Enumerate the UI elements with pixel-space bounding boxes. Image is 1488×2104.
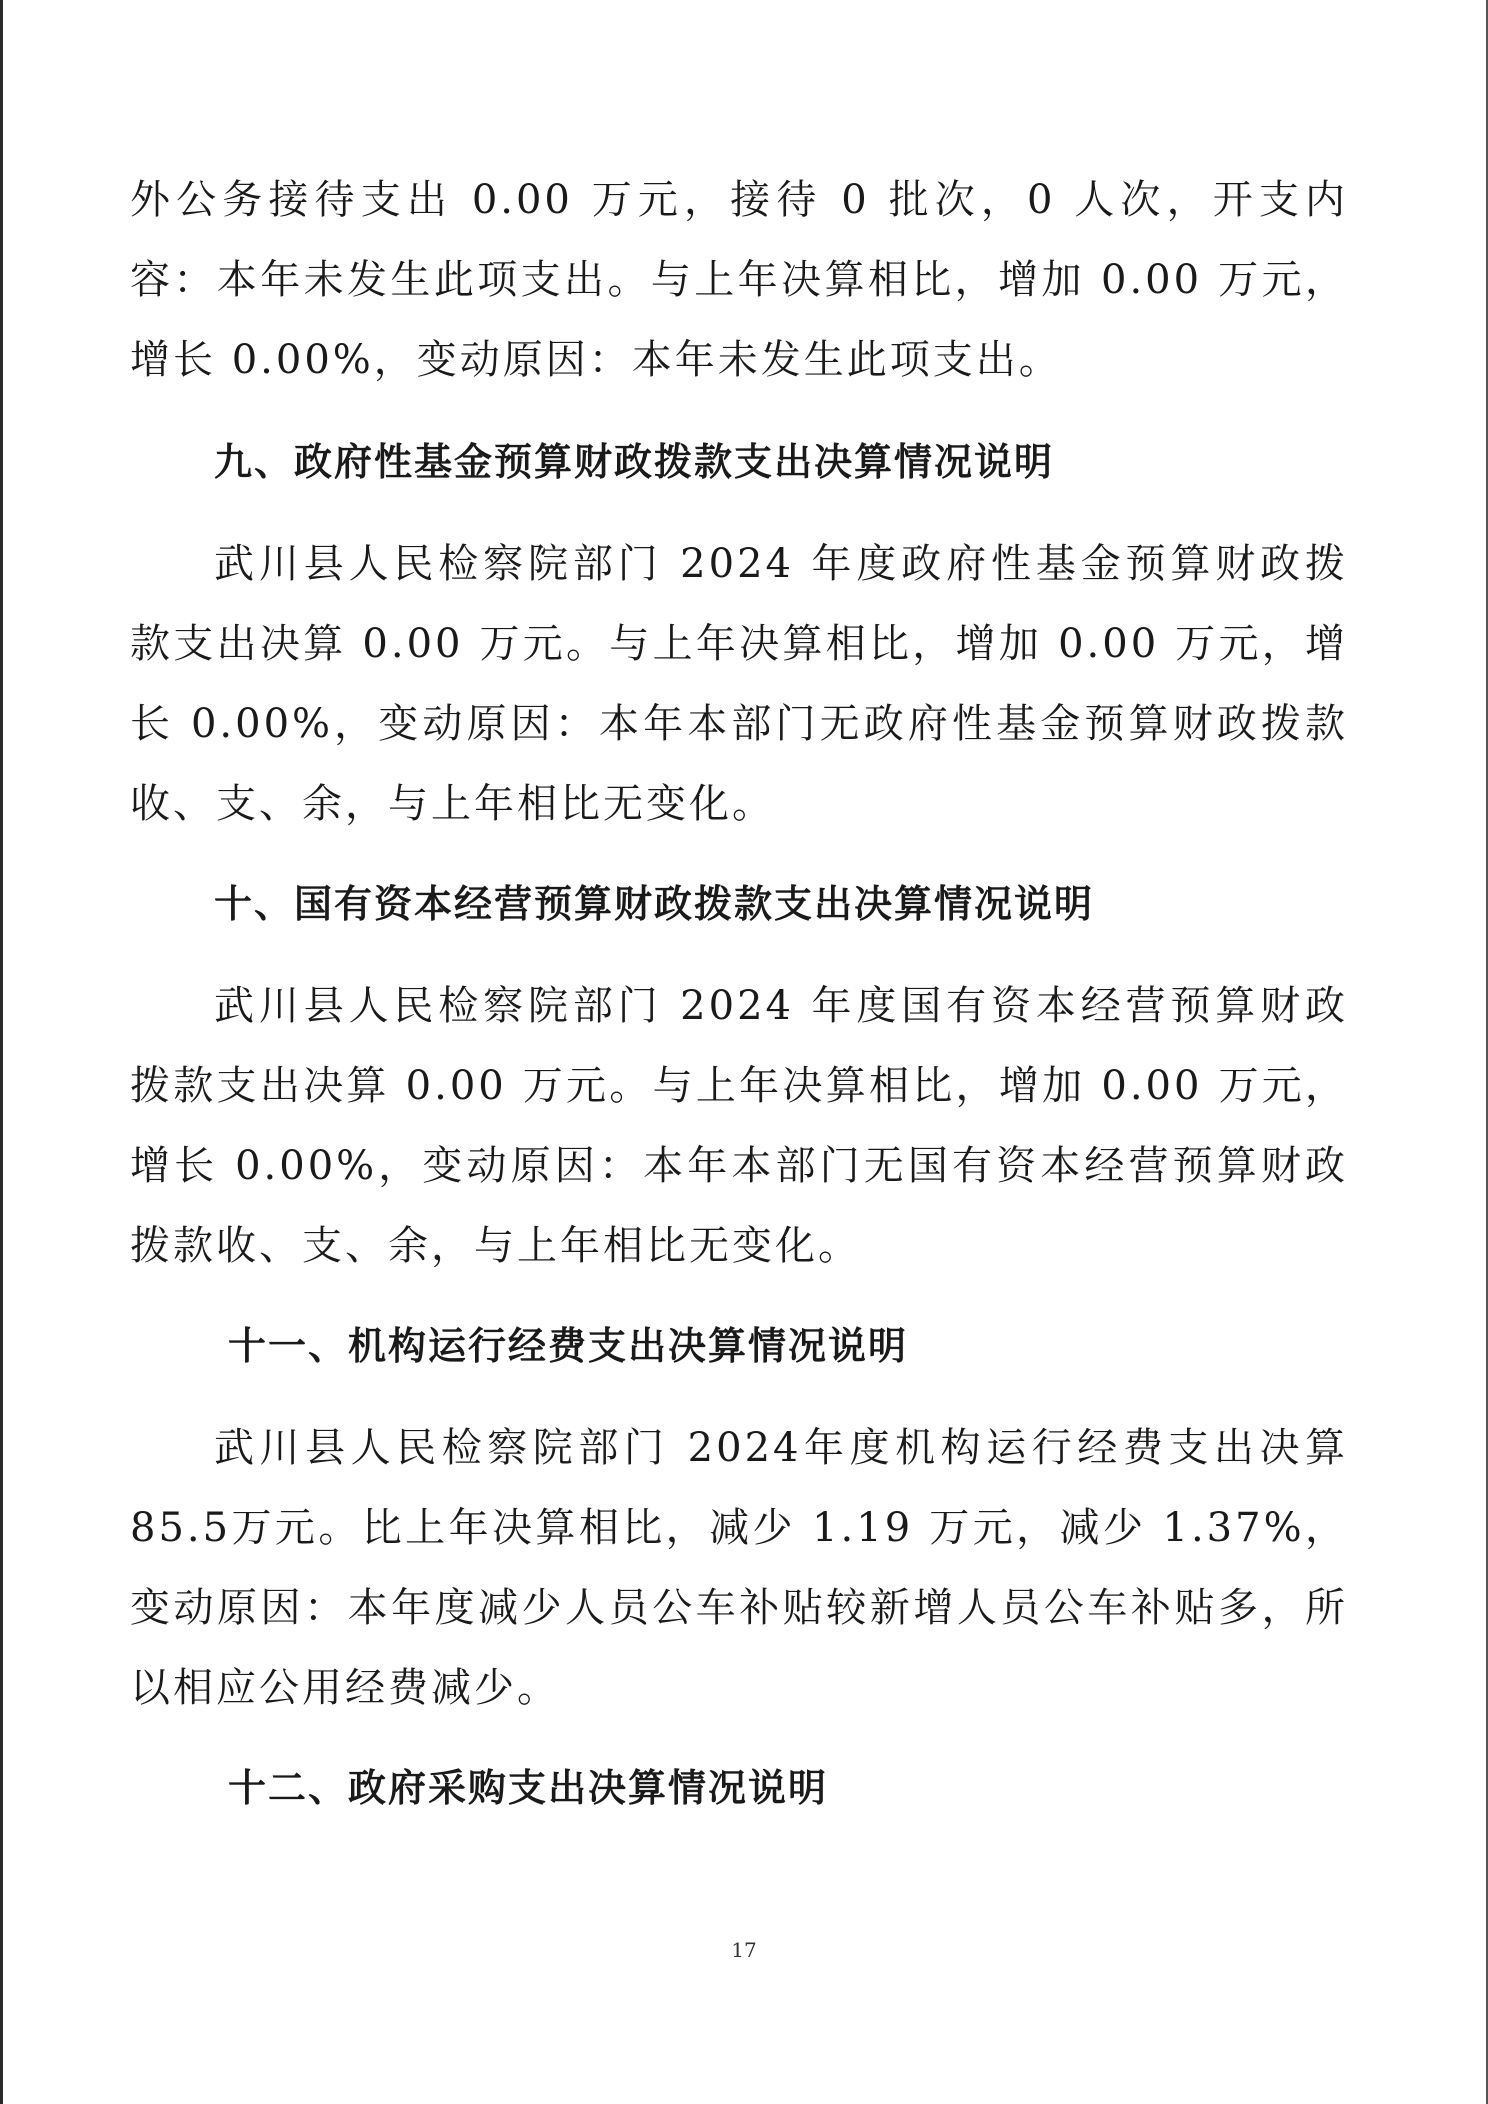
section-11-body: 武川县人民检察院部门 2024年度机构运行经费支出决算 85.5万元。比上年决算相比，减少 1.19 万元，减少 1.37%，变动原因：本年度减少人员公车补贴较新增人员公车补贴多，所以相应公用经费减少。 bbox=[130, 1425, 1348, 1711]
section-10-body: 武川县人民检察院部门 2024 年度国有资本经营预算财政拨款支出决算 0.00 万元。与上年决算相比，增加 0.00 万元，增长 0.00%，变动原因：本年本部门无国有资本经营预算财政拨款收、支、余，与上年相比无变化。 bbox=[130, 983, 1348, 1269]
page-number: 17 bbox=[731, 1938, 757, 1962]
section-10-heading: 十、国有资本经营预算财政拨款支出决算情况说明 bbox=[214, 882, 1095, 926]
section-12-heading: 十二、政府采购支出决算情况说明 bbox=[228, 1766, 829, 1810]
section-9-heading: 九、政府性基金预算财政拨款支出决算情况说明 bbox=[214, 440, 1055, 484]
section-9-body: 武川县人民检察院部门 2024 年度政府性基金预算财政拨款支出决算 0.00 万元。与上年决算相比，增加 0.00 万元，增长 0.00%，变动原因：本年本部门无政府性基金预算财政拨款收、支、余，与上年相比无变化。 bbox=[130, 541, 1348, 827]
page-content bbox=[130, 160, 1348, 1808]
section-11-heading: 十一、机构运行经费支出决算情况说明 bbox=[228, 1324, 909, 1368]
continuation-paragraph: 外公务接待支出 0.00 万元，接待 0 批次，0 人次，开支内容：本年未发生此项支出。与上年决算相比，增加 0.00 万元，增长 0.00%，变动原因：本年未发生此项支出。 bbox=[130, 177, 1348, 383]
